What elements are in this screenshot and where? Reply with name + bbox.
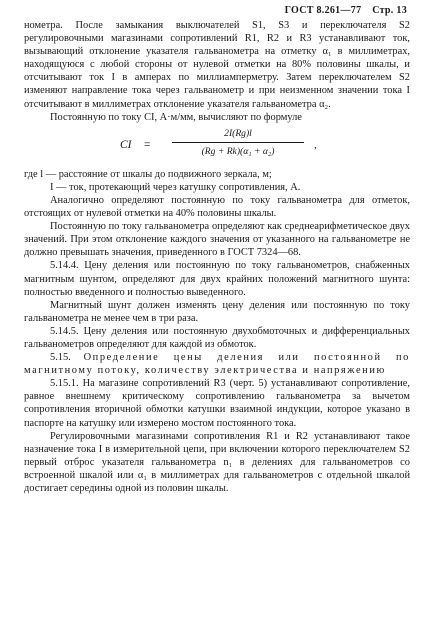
paragraph-5-14-4: 5.14.4. Цену деления или постоянную по току гальванометров, снабженных магнитным шунтом, определяют для двух крайних положений магнитного шунта: полностью введенного и полностью выведенного.: [24, 260, 410, 298]
formula-fraction: [172, 127, 304, 158]
formula-current-constant: [24, 126, 410, 164]
paragraph-mean-value: Постоянную по току гальванометра определяют как среднеарифметическое двух значений. При этом отклонение каждого значения от указанного на гальванометре не должно превышать значения, приведенного в ГОСТ 7324—68.: [24, 221, 410, 259]
paragraph-magnetic-shunt: Магнитный шунт должен изменять цену деления или постоянную по току гальванометра не менее чем в три раза.: [24, 299, 410, 324]
document-body: [24, 19, 410, 495]
formula-comma: ,: [314, 138, 317, 151]
paragraph-adjust-current: Регулировочными магазинами сопротивления R1 и R2 устанавливают такое назначение тока I в измерительной цепи, при включении которого переключателем S2 первый отброс указателя гальванометра n₁ в делениях для гальванометров со встроенной шкалой или α₁ в миллиметрах для гальванометров с отдельной шкалой достигает середины одной из половин шкалы.: [24, 430, 410, 494]
fraction-bar: [172, 142, 304, 143]
standard-number: ГОСТ 8.261—77: [284, 5, 362, 16]
section-number: 5.15.: [50, 352, 71, 364]
formula-lhs: CI: [120, 138, 132, 151]
formula-denominator: (Rg + Rk)(α₁ + α₂): [201, 145, 275, 157]
formula-numerator: 2I(Rg)l: [224, 127, 252, 139]
formula-equals: =: [144, 138, 151, 151]
paragraph-procedure: нометра. После замыкания выключателей S1, S3 и переключателя S2 регулировочными магазинами сопротивлений R1, R2 и R3 устанавливают ток, вызывающий отклонение указателя гальванометра на отметку α₁ в миллиметрах, находящуюся с любой стороны от нулевой отметки на 80% половины шкалы, и отсчитывают ток I в амперах по миллиамперметру. Затем переключателем S2 изменяют направление тока через гальванометр и при неизменном значении тока I отсчитывают в миллиметрах отклонение указателя гальванометра α₂.: [24, 20, 410, 110]
paragraph-similarly: Аналогично определяют постоянную по току гальванометра для отметок, отстоящих от нулевой отметки на 40% половины шкалы.: [24, 194, 410, 220]
section-title: Определение цены деления или постоянной по магнитному потоку, количеству электричества и напряжению: [24, 352, 410, 377]
page-header: [285, 5, 407, 16]
page-number: Стр. 13: [372, 5, 407, 16]
paragraph-where-l: где l — расстояние от шкалы до подвижного зеркала, м;: [24, 168, 272, 180]
paragraph-where-i: I — ток, протекающий через катушку сопротивления, А.: [50, 181, 301, 193]
paragraph-5-15-1: 5.15.1. На магазине сопротивлений R3 (черт. 5) устанавливают сопротивление, равное внешнему критическому сопротивлению гальванометра за вычетом сопротивления вторичной обмотки катушки взаимной индукции, которое указано в паспорте на катушку или измерено мостом постоянного тока.: [24, 378, 410, 429]
paragraph-5-14-5: 5.14.5. Цену деления или постоянную двухобмоточных и дифференциальных гальванометров определяют для каждой из обмоток.: [24, 325, 410, 350]
paragraph-formula-intro: Постоянную по току CI, А·м/мм, вычисляют по формуле: [50, 111, 302, 123]
section-heading-5-15: [24, 351, 410, 377]
